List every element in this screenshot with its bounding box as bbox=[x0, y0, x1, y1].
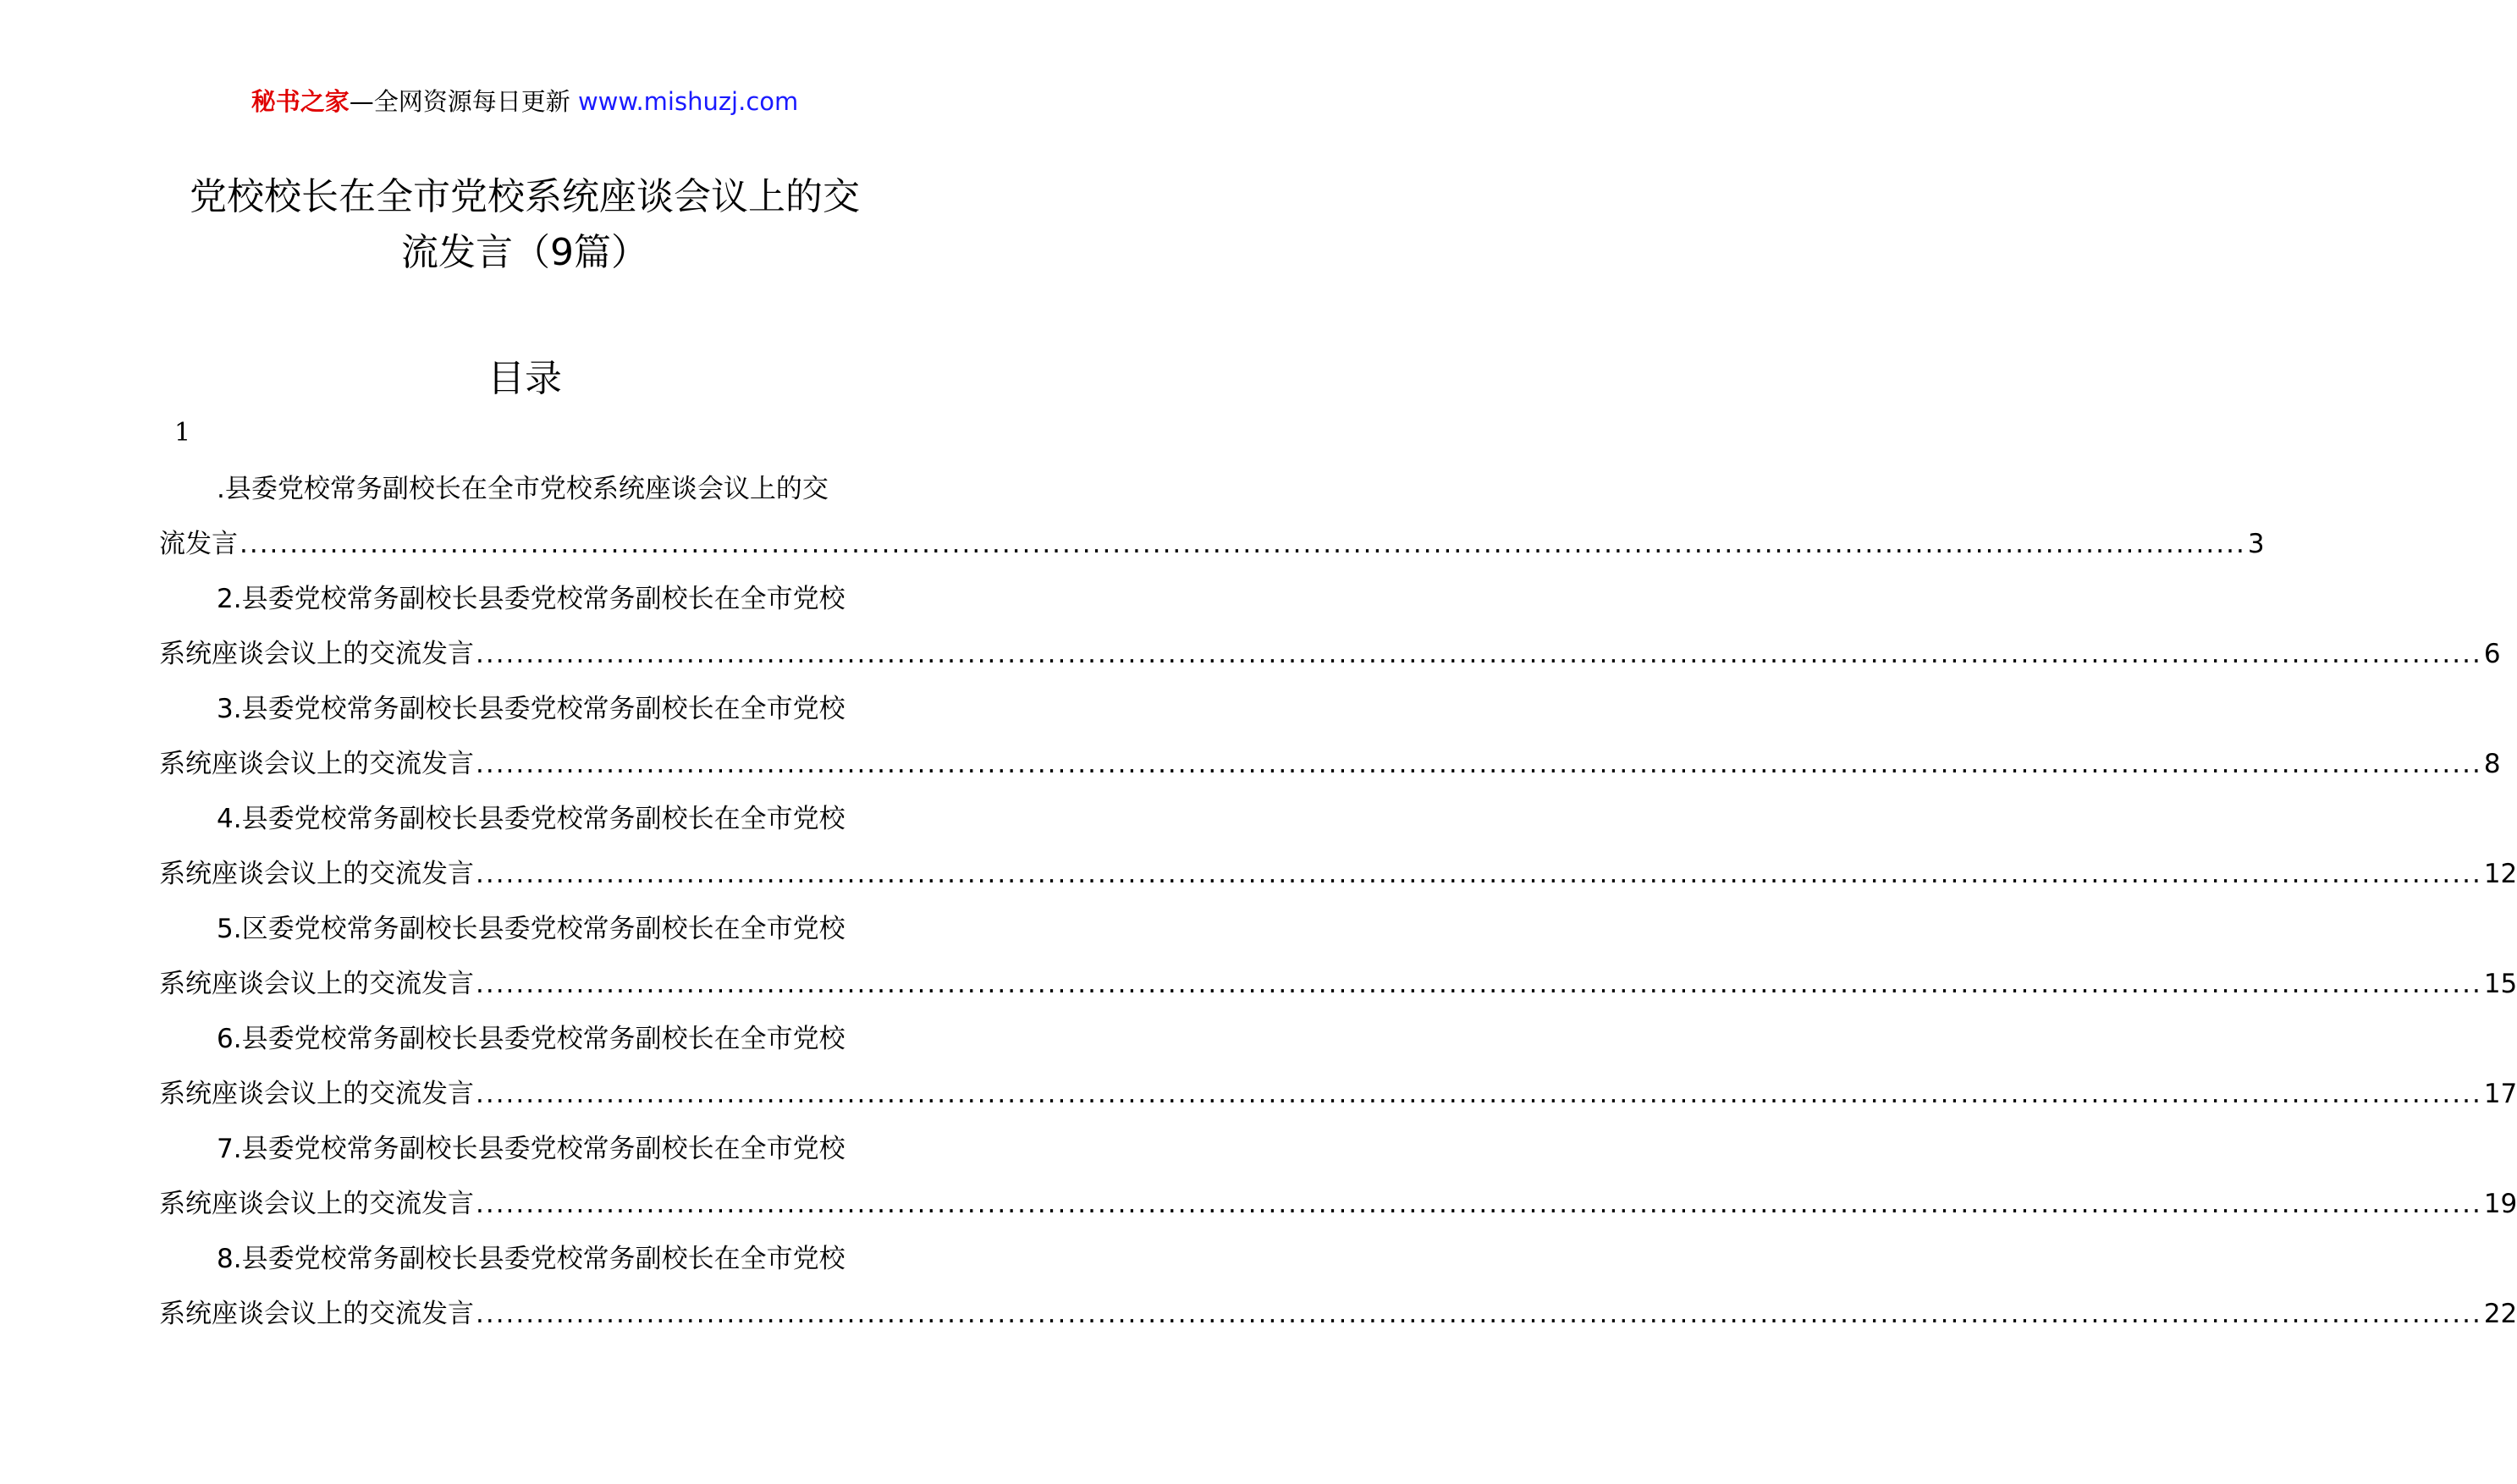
toc-heading: 目录 bbox=[487, 357, 562, 400]
toc-entry-title-cont: 流发言 bbox=[159, 529, 238, 559]
toc-entry[interactable] bbox=[159, 462, 2265, 572]
toc-entry-page: 12 bbox=[2483, 859, 2517, 889]
toc-entry[interactable] bbox=[159, 682, 2501, 792]
toc-entry-title-cont: 系统座谈会议上的交流发言 bbox=[159, 749, 474, 779]
toc-entry[interactable] bbox=[159, 1122, 2517, 1232]
toc-stray-number: 1 bbox=[174, 418, 191, 448]
toc-entry-title: 3.县委党校常务副校长县委党校常务副校长在全市党校 bbox=[217, 694, 845, 724]
toc-entry[interactable] bbox=[159, 1232, 2517, 1342]
brand-name: 秘书之家 bbox=[251, 87, 350, 116]
toc-entry-title-cont: 系统座谈会议上的交流发言 bbox=[159, 639, 474, 669]
toc-entry-title: 2.县委党校常务副校长县委党校常务副校长在全市党校 bbox=[217, 584, 845, 614]
toc-entry-page: 8 bbox=[2483, 749, 2501, 779]
toc-entry[interactable] bbox=[159, 792, 2517, 902]
dot-leader: ........................................................................................................................................................................................................ bbox=[240, 529, 2246, 559]
toc-entry-page: 3 bbox=[2247, 529, 2265, 559]
table-of-contents bbox=[159, 462, 2517, 1342]
toc-entry-title-cont: 系统座谈会议上的交流发言 bbox=[159, 859, 474, 889]
toc-entry-title: 6.县委党校常务副校长县委党校常务副校长在全市党校 bbox=[217, 1024, 845, 1054]
toc-entry-page: 19 bbox=[2483, 1189, 2517, 1219]
site-url[interactable]: www.mishuzj.com bbox=[577, 87, 799, 116]
toc-entry-page: 22 bbox=[2483, 1299, 2517, 1329]
title-line-1: 党校校长在全市党校系统座谈会议上的交 bbox=[190, 175, 860, 218]
toc-entry-title-cont: 系统座谈会议上的交流发言 bbox=[159, 1189, 474, 1219]
toc-entry-page: 17 bbox=[2483, 1079, 2517, 1109]
dot-leader: ........................................................................................................................................................................................................ bbox=[476, 749, 2482, 779]
toc-entry-title-cont: 系统座谈会议上的交流发言 bbox=[159, 969, 474, 999]
dot-leader: ........................................................................................................................................................................................................ bbox=[476, 1079, 2482, 1109]
toc-entry-title-cont: 系统座谈会议上的交流发言 bbox=[159, 1299, 474, 1329]
toc-entry[interactable] bbox=[159, 572, 2501, 682]
toc-entry-title: 8.县委党校常务副校长县委党校常务副校长在全市党校 bbox=[217, 1244, 845, 1274]
site-banner bbox=[0, 85, 1049, 118]
toc-entry-title: 4.县委党校常务副校长县委党校常务副校长在全市党校 bbox=[217, 804, 845, 834]
dot-leader: ........................................................................................................................................................................................................ bbox=[476, 859, 2482, 889]
dot-leader: ........................................................................................................................................................................................................ bbox=[476, 969, 2482, 999]
document-title bbox=[135, 169, 914, 281]
dot-leader: ........................................................................................................................................................................................................ bbox=[476, 639, 2482, 669]
brand-tagline: —全网资源每日更新 bbox=[349, 87, 570, 116]
title-line-2: 流发言（9篇） bbox=[401, 231, 648, 274]
dot-leader: ........................................................................................................................................................................................................ bbox=[476, 1299, 2482, 1329]
toc-entry-page: 15 bbox=[2483, 969, 2517, 999]
toc-entry[interactable] bbox=[159, 902, 2517, 1012]
toc-entry-title-cont: 系统座谈会议上的交流发言 bbox=[159, 1079, 474, 1109]
toc-entry-page: 6 bbox=[2483, 639, 2501, 669]
toc-entry-title: .县委党校常务副校长在全市党校系统座谈会议上的交 bbox=[217, 474, 829, 504]
toc-entry-title: 7.县委党校常务副校长县委党校常务副校长在全市党校 bbox=[217, 1134, 845, 1164]
toc-entry[interactable] bbox=[159, 1012, 2517, 1122]
dot-leader: ........................................................................................................................................................................................................ bbox=[476, 1189, 2482, 1219]
toc-entry-title: 5.区委党校常务副校长县委党校常务副校长在全市党校 bbox=[217, 914, 845, 944]
